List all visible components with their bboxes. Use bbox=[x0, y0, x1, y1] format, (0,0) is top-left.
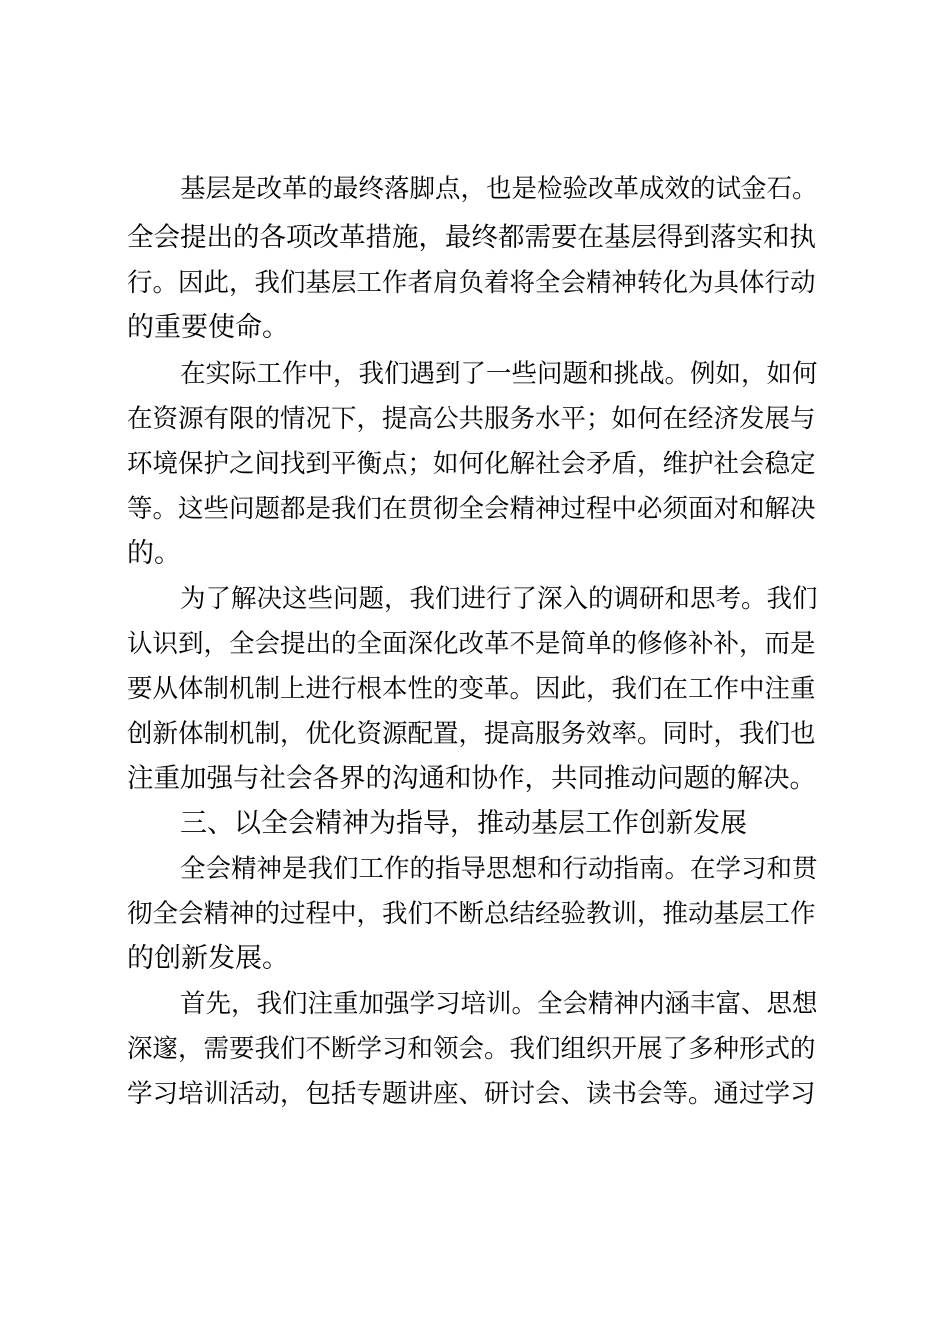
paragraph-5-line-3: 学习培训活动，包括专题讲座、研讨会、读书会等。通过学习 bbox=[127, 1079, 816, 1109]
paragraph-1-line-4: 的重要使命。 bbox=[127, 312, 289, 343]
paragraph-2-line-4: 等。这些问题都是我们在贯彻全会精神过程中必须面对和解决 bbox=[127, 494, 816, 524]
paragraph-1-line-2: 全会提出的各项改革措施，最终都需要在基层得到落实和执 bbox=[127, 222, 816, 253]
paragraph-2-line-5: 的。 bbox=[127, 538, 181, 569]
paragraph-3-line-5: 注重加强与社会各界的沟通和协作，共同推动问题的解决。 bbox=[127, 763, 816, 794]
paragraph-1-line-3: 行。因此，我们基层工作者肩负着将全会精神转化为具体行动 bbox=[127, 268, 816, 298]
paragraph-4-line-1: 全会精神是我们工作的指导思想和行动指南。在学习和贯 bbox=[180, 854, 818, 884]
paragraph-5-line-2: 深邃，需要我们不断学习和领会。我们组织开展了多种形式的 bbox=[127, 1034, 816, 1064]
paragraph-2-line-3: 环境保护之间找到平衡点；如何化解社会矛盾，维护社会稳定 bbox=[127, 449, 816, 479]
section-heading: 三、以全会精神为指导，推动基层工作创新发展 bbox=[180, 808, 747, 839]
paragraph-5-line-1: 首先，我们注重加强学习培训。全会精神内涵丰富、思想 bbox=[180, 989, 818, 1019]
paragraph-2-line-1: 在实际工作中，我们遇到了一些问题和挑战。例如，如何 bbox=[180, 359, 818, 389]
paragraph-2-line-2: 在资源有限的情况下，提高公共服务水平；如何在经济发展与 bbox=[127, 404, 816, 434]
paragraph-3-line-1: 为了解决这些问题，我们进行了深入的调研和思考。我们 bbox=[180, 584, 818, 614]
paragraph-1-line-1: 基层是改革的最终落脚点，也是检验改革成效的试金石。 bbox=[180, 174, 818, 204]
paragraph-4-line-3: 的创新发展。 bbox=[127, 943, 289, 974]
paragraph-3-line-3: 要从体制机制上进行根本性的变革。因此，我们在工作中注重 bbox=[127, 674, 816, 704]
paragraph-3-line-4: 创新体制机制，优化资源配置，提高服务效率。同时，我们也 bbox=[127, 719, 816, 749]
paragraph-4-line-2: 彻全会精神的过程中，我们不断总结经验教训，推动基层工作 bbox=[127, 899, 816, 929]
paragraph-3-line-2: 认识到，全会提出的全面深化改革不是简单的修修补补，而是 bbox=[127, 629, 816, 659]
